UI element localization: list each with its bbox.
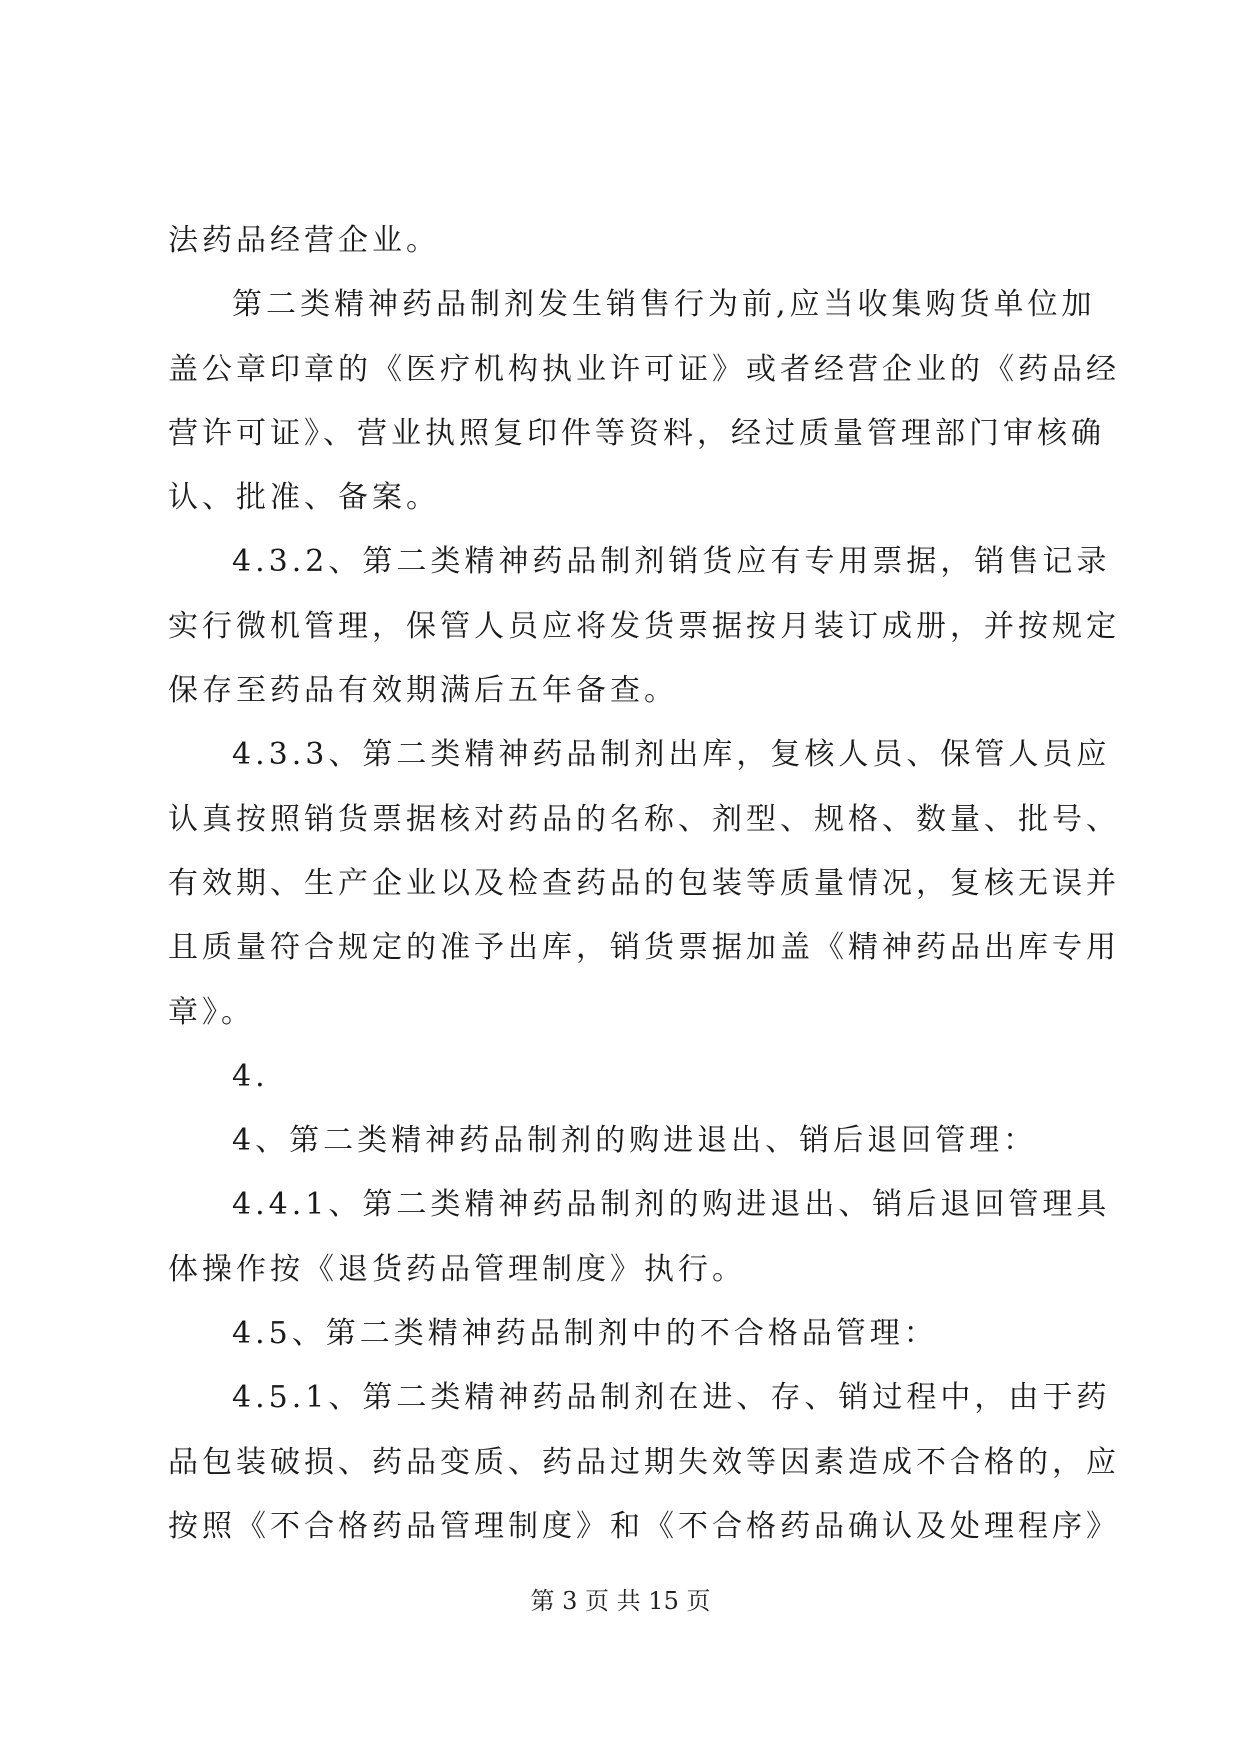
text-line: 第二类精神药品制剂发生销售行为前,应当收集购货单位加 — [232, 287, 1096, 323]
text-line: 盖公章印章的《医疗机构执业许可证》或者经营企业的《药品经 — [168, 351, 1120, 387]
text-line: 章》。 — [168, 994, 255, 1030]
text-line: 认、批准、备案。 — [168, 480, 440, 516]
text-line: 4.4.1、第二类精神药品制剂的购进退出、销后退回管理具 — [232, 1187, 1111, 1223]
text-line: 且质量符合规定的准予出库，销货票据加盖《精神药品出库专用 — [168, 930, 1120, 966]
text-line: 体操作按《退货药品管理制度》执行。 — [168, 1251, 746, 1287]
text-line: 4. — [232, 1058, 269, 1094]
text-line: 营许可证》、营业执照复印件等资料，经过质量管理部门审核确 — [168, 415, 1105, 451]
body-text — [168, 209, 1120, 1559]
text-line: 4.3.2、第二类精神药品制剂销货应有专用票据，销售记录 — [232, 544, 1111, 580]
text-line: 认真按照销货票据核对药品的名称、剂型、规格、数量、批号、 — [168, 801, 1120, 837]
text-line: 法药品经营企业。 — [168, 223, 440, 258]
text-line: 品包装破损、药品变质、药品过期失效等因素造成不合格的，应 — [168, 1444, 1120, 1480]
text-line: 4.5.1、第二类精神药品制剂在进、存、销过程中，由于药 — [232, 1380, 1111, 1416]
text-line: 实行微机管理，保管人员应将发货票据按月装订成册，并按规定 — [168, 608, 1120, 644]
text-line: 4.3.3、第二类精神药品制剂出库，复核人员、保管人员应 — [232, 737, 1111, 773]
text-line: 4、第二类精神药品制剂的购进退出、销后退回管理： — [232, 1123, 1038, 1159]
text-line: 4.5、第二类精神药品制剂中的不合格品管理： — [232, 1316, 938, 1352]
text-line: 按照《不合格药品管理制度》和《不合格药品确认及处理程序》 — [168, 1508, 1120, 1544]
text-line: 有效期、生产企业以及检查药品的包装等质量情况，复核无误并 — [168, 865, 1120, 901]
text-line: 保存至药品有效期满后五年备查。 — [168, 673, 678, 709]
page-number-footer: 第 3 页 共 15 页 — [530, 1587, 711, 1615]
